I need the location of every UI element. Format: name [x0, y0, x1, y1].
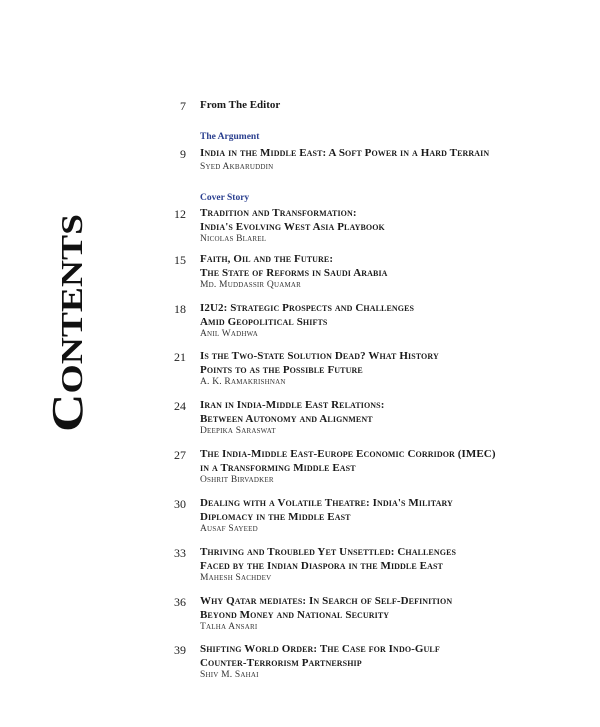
entry-title [200, 497, 560, 524]
page-number: 36 [174, 595, 186, 609]
page-number: 39 [174, 643, 186, 657]
entry-title-line: Iran in India-Middle East Relations: [200, 399, 385, 411]
entry-title: From The Editor [200, 99, 281, 111]
section-label-cover-story: Cover Story [200, 193, 250, 203]
page-number: 18 [174, 302, 186, 316]
entry-author: Mahesh Sachdev [200, 573, 272, 583]
entry-title-line: Between Autonomy and Alignment [200, 412, 373, 425]
entry-author: Syed Akbaruddin [200, 162, 274, 172]
entry-title-line: I2U2: Strategic Prospects and Challenges [200, 302, 415, 314]
page-number: 15 [174, 253, 186, 267]
page-number: 9 [180, 147, 186, 161]
entry-title-line: Why Qatar mediates: In Search of Self-Definition [200, 595, 453, 607]
page-number: 33 [174, 546, 186, 560]
entry-title [200, 595, 560, 622]
entry-title [200, 350, 560, 377]
entry-title [200, 207, 560, 234]
entry-title [200, 399, 560, 426]
page-number: 30 [174, 497, 186, 511]
entry-title-line: in a Transforming Middle East [200, 461, 356, 474]
entry-title-line: The India-Middle East-Europe Economic Corridor (IMEC) [200, 448, 496, 460]
entry-title-line: India's Evolving West Asia Playbook [200, 220, 385, 233]
entry-author: Deepika Saraswat [200, 426, 276, 436]
entry-title [200, 253, 560, 280]
entry-title [200, 302, 560, 329]
entry-author: Shiv M. Sahai [200, 670, 259, 680]
page-number: 24 [174, 399, 186, 413]
entry-title [200, 147, 560, 161]
entry-title [200, 448, 560, 475]
side-title-text: Contents [43, 252, 92, 432]
entry-title-line: Tradition and Transformation: [200, 207, 357, 219]
entry-author: Md. Muddassir Quamar [200, 280, 302, 290]
entry-title [200, 546, 560, 573]
entry-title [200, 643, 560, 670]
entry-author: Ausaf Sayeed [200, 524, 258, 534]
entry-author: A. K. Ramakrishnan [200, 377, 286, 387]
entry-title-line: Beyond Money and National Security [200, 608, 390, 621]
entry-title-line: Faced by the Indian Diaspora in the Middle East [200, 559, 443, 572]
entry-author: Talha Ansari [200, 622, 258, 632]
page-number: 21 [174, 350, 186, 364]
entry-author: Nicolas Blarel [200, 234, 267, 244]
entry-title-line: Faith, Oil and the Future: [200, 253, 334, 265]
entry-title-line: Is the Two-State Solution Dead? What History [200, 350, 439, 362]
entry-title-line: Points to as the Possible Future [200, 363, 363, 376]
entry-title-line: Diplomacy in the Middle East [200, 510, 351, 523]
entry-title-line: Counter-Terrorism Partnership [200, 656, 362, 669]
entry-title-line: Shifting World Order: The Case for Indo-Gulf [200, 643, 440, 655]
entry-title-line: Dealing with a Volatile Theatre: India's Military [200, 497, 453, 509]
entry-title-line: Thriving and Troubled Yet Unsettled: Challenges [200, 546, 457, 558]
entry-title-line: The State of Reforms in Saudi Arabia [200, 266, 388, 279]
page-number: 7 [180, 99, 186, 113]
page-number: 27 [174, 448, 186, 462]
page-number: 12 [174, 207, 186, 221]
entry-author: Anil Wadhwa [200, 329, 258, 339]
entry-title-line: Amid Geopolitical Shifts [200, 315, 328, 328]
entry-title-line: India in the Middle East: A Soft Power in a Hard Terrain [200, 147, 490, 159]
entry-author: Oshrit Birvadker [200, 475, 274, 485]
section-label-argument: The Argument [200, 132, 260, 142]
